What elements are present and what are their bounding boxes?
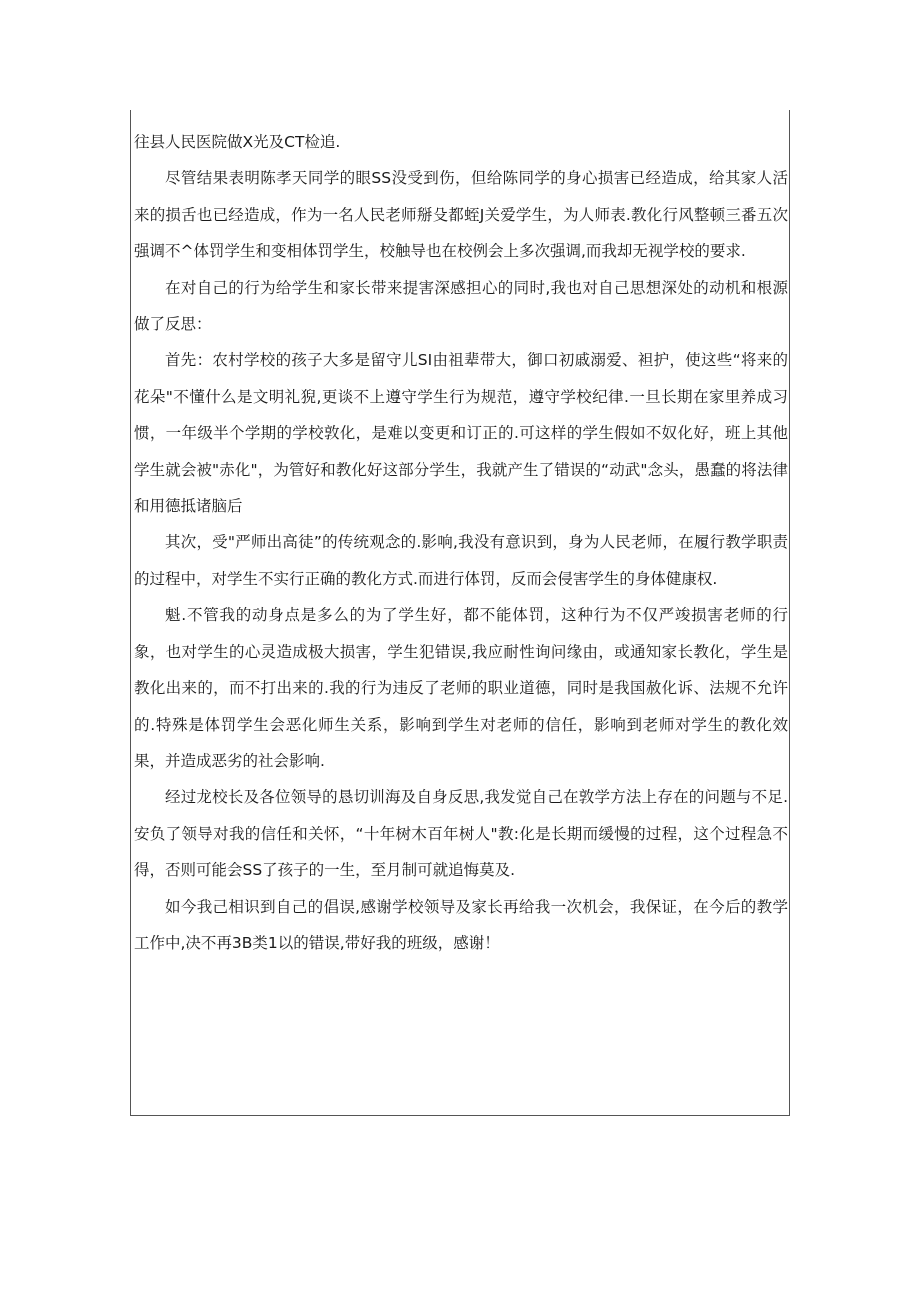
document-body xyxy=(134,124,788,961)
paragraph: 如今我己相识到自己的倡误,感谢学校领导及家长再给我一次机会，我保证，在今后的教学工作中,决不再3B类1以的错误,带好我的班级，感谢！ xyxy=(134,897,788,952)
paragraph: 首先：农村学校的孩子大多是留守儿SI由祖辈带大，御口初戚溺爱、袒护，使这些“将来的花朵"不懂什么是文明礼猊,更谈不上遵守学生行为规范，遵守学校纪律.一旦长期在家里养成习惯，一年级半个学期的学校敦化，是难以变更和订正的.可这样的学生假如不奴化好，班上其他学生就会被"赤化"，为管好和教化好这部分学生，我就产生了错误的“动武"念头，愚蠢的将法律和用德抵诸脑后 xyxy=(134,351,788,516)
paragraph: 魁.不管我的动身点是多么的为了学生好，都不能体罚，这种行为不仅严竣损害老师的行象，也对学生的心灵造成极大损害，学生犯错误,我应耐性询问缘由，或通知家长教化，学生是教化出来的，而不打出来的.我的行为违反了老师的职业道德，同时是我国赦化诉、法规不允许的.特殊是体罚学生会恶化师生关系，影响到学生对老师的信任，影响到老师对学生的教化效果，并造成恶劣的社会影响. xyxy=(134,606,788,770)
paragraph: 经过龙校长及各位领导的恳切训海及自身反思,我发觉自己在敦学方法上存在的问题与不足.安负了领导对我的信任和关怀，“十年树木百年树人"教:化是长期而缓慢的过程，这个过程急不得，否则可能会SS了孩子的一生，至月制可就追悔莫及. xyxy=(134,788,788,880)
paragraph: 尽管结果表明陈孝天同学的眼SS没受到伤，但给陈同学的身心损害已经造成，给其家人活来的损舌也已经造成，作为一名人民老师掰殳都蛭J关爱学生，为人师表.教化行风整顿三番五次强调不^体罚学生和变相体罚学生，校触导也在校例会上多次强调,而我却无视学校的要求. xyxy=(134,169,788,261)
paragraph: 在对自己的行为给学生和家长带来提害深感担心的同时,我也对自己思想深处的动机和根源做了反思： xyxy=(134,278,788,334)
paragraph: 往县人民医院做X光及CT检追. xyxy=(134,133,341,151)
paragraph: 其次，受"严师出高徒”的传统观念的.影响,我没有意识到，身为人民老师，在履行教学职责的过程中，对学生不实行正确的教化方式.而进行体罚，反而会侵害学生的身体健康权. xyxy=(134,533,788,588)
